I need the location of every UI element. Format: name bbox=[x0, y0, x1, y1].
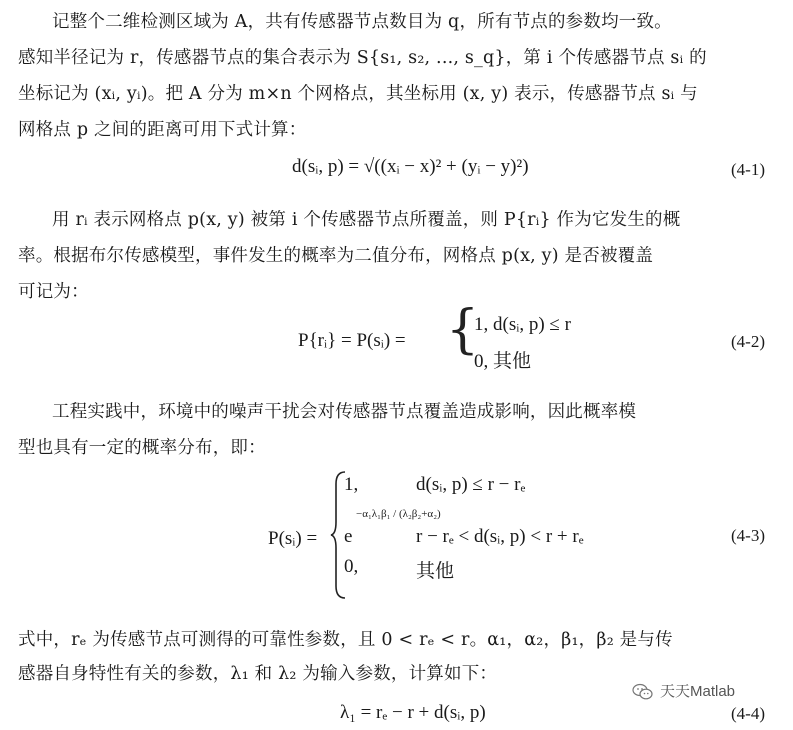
paragraph1-line1: 记整个二维检测区域为 A，共有传感器节点数目为 q，所有节点的参数均一致。 bbox=[52, 12, 672, 32]
watermark bbox=[632, 680, 735, 701]
paragraph2-line3: 可记为： bbox=[18, 282, 89, 302]
equation-4-3-case2-value: e bbox=[344, 526, 353, 547]
wechat-icon bbox=[632, 683, 654, 701]
equation-number-4-1: (4-1) bbox=[731, 160, 765, 179]
equation-4-3-case3-cond: 其他 bbox=[416, 561, 455, 582]
paragraph3-line1: 工程实践中，环境中的噪声干扰会对传感器节点覆盖造成影响，因此概率模 bbox=[52, 402, 637, 422]
paragraph4-line1: 式中，rₑ 为传感节点可测得的可靠性参数，且 0 < rₑ < r。α₁，α₂，β₁，β₂ 是与传 bbox=[18, 630, 673, 650]
paragraph1-line4: 网格点 p 之间的距离可用下式计算： bbox=[18, 120, 307, 140]
equation-4-2-case2: 0, 其他 bbox=[474, 351, 532, 372]
equation-number-4-3: (4-3) bbox=[731, 526, 765, 545]
equation-4-3-exponent: −α₁λ₁β₁ / (λ₂β₂+α₂) bbox=[356, 508, 441, 520]
equation-4-4: λ₁ = rₑ − r + d(sᵢ, p) bbox=[340, 702, 486, 723]
equation-4-3-lhs: P(sᵢ) = bbox=[268, 528, 318, 549]
paragraph3-line2: 型也具有一定的概率分布，即： bbox=[18, 438, 266, 458]
paragraph2-line2: 率。根据布尔传感模型，事件发生的概率为二值分布，网格点 p(x, y) 是否被覆盖 bbox=[18, 246, 654, 266]
paragraph1-line2: 感知半径记为 r，传感器节点的集合表示为 S{s₁, s₂, ..., s_q}，第 i 个传感器节点 sᵢ 的 bbox=[18, 48, 707, 68]
paragraph1-line3: 坐标记为 (xᵢ, yᵢ)。把 A 分为 m×n 个网格点，其坐标用 (x, y) 表示，传感器节点 sᵢ 与 bbox=[18, 84, 698, 104]
equation-4-3-case1-value: 1, bbox=[344, 474, 359, 495]
equation-4-3-case3-value: 0, bbox=[344, 556, 359, 577]
paragraph2-line1: 用 rᵢ 表示网格点 p(x, y) 被第 i 个传感器节点所覆盖，则 P{rᵢ} 作为它发生的概 bbox=[52, 210, 681, 230]
equation-4-3-case1-cond: d(sᵢ, p) ≤ r − rₑ bbox=[416, 474, 526, 495]
equation-number-4-4: (4-4) bbox=[731, 704, 765, 723]
paragraph4-line2: 感器自身特性有关的参数，λ₁ 和 λ₂ 为输入参数，计算如下： bbox=[18, 664, 498, 684]
left-brace-4-2: { bbox=[446, 300, 480, 360]
equation-4-1: d(sᵢ, p) = √((xᵢ − x)² + (yᵢ − y)²) bbox=[292, 156, 529, 177]
equation-4-3-case2-cond: r − rₑ < d(sᵢ, p) < r + rₑ bbox=[416, 526, 584, 547]
equation-number-4-2: (4-2) bbox=[731, 332, 765, 351]
equation-4-2-case1: 1, d(sᵢ, p) ≤ r bbox=[474, 314, 571, 335]
equation-4-2-lhs: P{rᵢ} = P(sᵢ) = bbox=[298, 330, 406, 351]
watermark-text: 天天Matlab bbox=[660, 683, 736, 700]
